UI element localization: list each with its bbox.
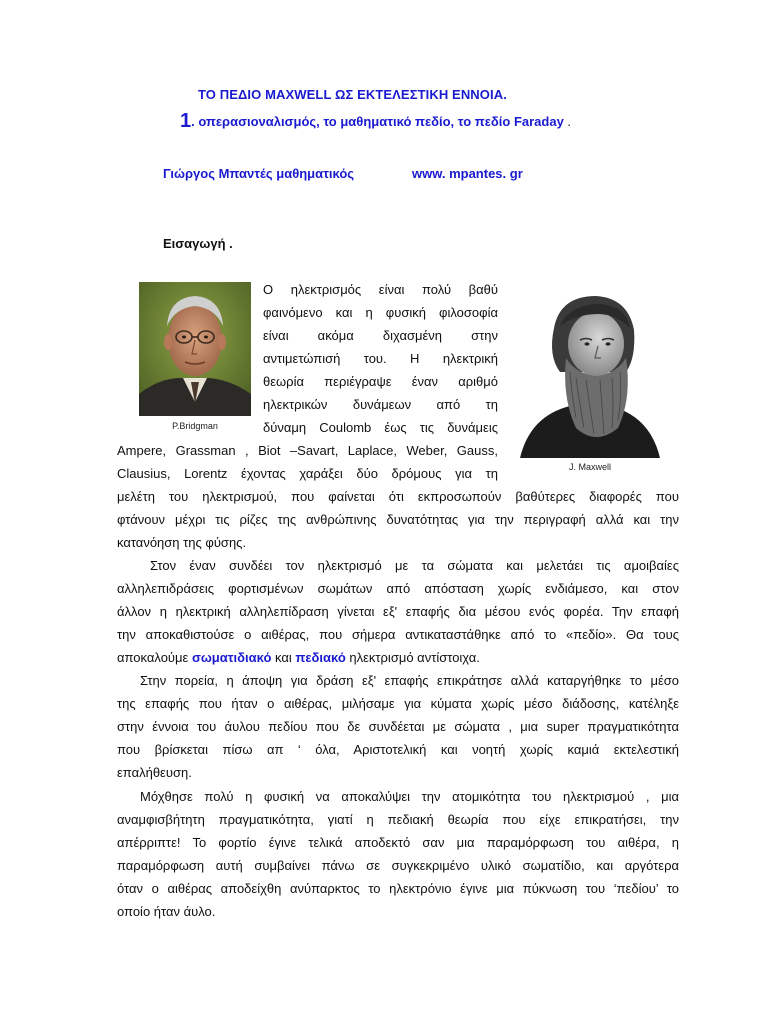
term-pediako: πεδιακό (295, 650, 346, 665)
maxwell-portrait (510, 288, 670, 458)
paragraph-line: μελέτη του ηλεκτρισμού, που φαίνεται ότι εκπροσωπούν βαθύτερες διαφορές που (117, 489, 679, 504)
paragraph-line: που βρίσκεται πίσω απ ‘ όλα, Αριστοτελική και νοητή χωρίς καμιά εκτελεστική (117, 742, 679, 757)
paragraph-line: Στην πορεία, η άποψη για δράση εξ' επαφής επικράτησε αλλά καταργήθηκε το μέσο (140, 673, 679, 688)
paragraph-line: θεωρία περιέγραψε έναν αριθμό (263, 374, 498, 389)
paragraph-line: φτάνουν μέχρι τις ρίζες της ανθρώπινης δυνατότητας για την περιγραφή αλλά και την (117, 512, 679, 527)
paragraph-line: αλληλεπιδράσεις φορτισμένων σωμάτων από απόσταση χωρίς ενδιάμεσο, και στον (117, 581, 679, 596)
paragraph-line: αναμφισβήτητη πραγματικότητα, γιατί η πεδιακή θεωρία που είχε επικρατήσει, την (117, 812, 679, 827)
paragraph-line: κατανόηση της φύσης. (117, 535, 247, 550)
maxwell-portrait-drawing (510, 288, 670, 458)
text-fragment: ηλεκτρισμό αντίστοιχα. (345, 650, 480, 665)
paragraph-line: όταν ο αιθέρας αποδείχθη ανύπαρκτος το ηλεκτρόνιο έγινε μια πύκνωση του ‘πεδίου’ το (117, 881, 679, 896)
paragraph-line: επαλήθευση. (117, 765, 192, 780)
paragraph-line: στην έννοια του άυλου πεδίου που δε συνδέεται με σώματα , μια super πραγματικότητα (117, 719, 679, 734)
paragraph-line: αντιμετώπισή του. Η ηλεκτρική (263, 351, 498, 366)
paragraph-line: Στον έναν συνδέει τον ηλεκτρισμό με τα σώματα και μελετάει τις αμοιβαίες (150, 558, 679, 573)
paragraph-line: ηλεκτρικών δυνάμεων από τη (263, 397, 498, 412)
paragraph-line: Μόχθησε πολύ η φυσική να αποκαλύψει την ατομικότητα του ηλεκτρισμού , μια (140, 789, 679, 804)
paragraph-line: Ο ηλεκτρισμός είναι πολύ βαθύ (263, 282, 498, 297)
paragraph-line: οποίο ήταν άυλο. (117, 904, 216, 919)
paragraph-line: παραμόρφωση αυτή συμβαίνει πάνω σε συγκεκριμένο υλικό σωματίδιο, και αργότερα (117, 858, 679, 873)
subtitle-end: . (563, 114, 572, 129)
subtitle-text: . οπερασιοναλισμός, το μαθηματικό πεδίο, το πεδίο Faraday (191, 114, 564, 129)
section-heading: Εισαγωγή . (163, 236, 233, 251)
bridgman-portrait-drawing (139, 282, 251, 416)
subtitle-number: 1 (180, 110, 192, 132)
paragraph-line: απέρριπτε! Το φορτίο έγινε τελικά αποδεκτό σαν μια παραμόρφωση του αιθέρα, η (117, 835, 679, 850)
document-subtitle (180, 110, 571, 133)
maxwell-caption: J. Maxwell (568, 462, 611, 472)
text-fragment: αποκαλούμε (117, 650, 192, 665)
paragraph-line: είναι ακόμα διχασμένη στην (263, 328, 498, 343)
author-name: Γιώργος Μπαντές μαθηματικός (163, 166, 355, 181)
term-somatidiako: σωματιδιακό (191, 650, 272, 665)
paragraph-line: άλλον η ηλεκτρική αλληλεπίδραση γίνεται εξ' επαφής δια μέσου ενός φορέα. Την επαφή (117, 604, 679, 619)
text-fragment: και (271, 650, 296, 665)
paragraph-line: φαινόμενο και η φυσική φιλοσοφία (263, 305, 498, 320)
paragraph-line: την αποκαθιστούσε ο αιθέρας, που σήμερα αντικαταστάθηκε από το «πεδίο». Θα τους (117, 627, 679, 642)
author-website: www. mpantes. gr (412, 166, 523, 181)
paragraph-line: δύναμη Coulomb έως τις δυνάμεις (263, 420, 498, 435)
paragraph-line: της επαφής που ήταν ο αιθέρας, μιλήσαμε για κύματα χωρίς μέσο διάδοσης, κατέληξε (117, 696, 679, 711)
paragraph-line: Clausius, Lorentz έχοντας χαράξει δύο δρόμους για τη (117, 466, 498, 481)
bridgman-portrait (139, 282, 251, 416)
paragraph-line: Ampere, Grassman , Biot –Savart, Laplace, Weber, Gauss, (117, 443, 498, 458)
document-title: ΤΟ ΠΕΔΙΟ MAXWELL ΩΣ ΕΚΤΕΛΕΣΤΙΚΗ ΕΝΝΟΙΑ. (198, 87, 507, 102)
bridgman-caption: P.Bridgman (172, 421, 218, 431)
paragraph-line (117, 646, 679, 669)
